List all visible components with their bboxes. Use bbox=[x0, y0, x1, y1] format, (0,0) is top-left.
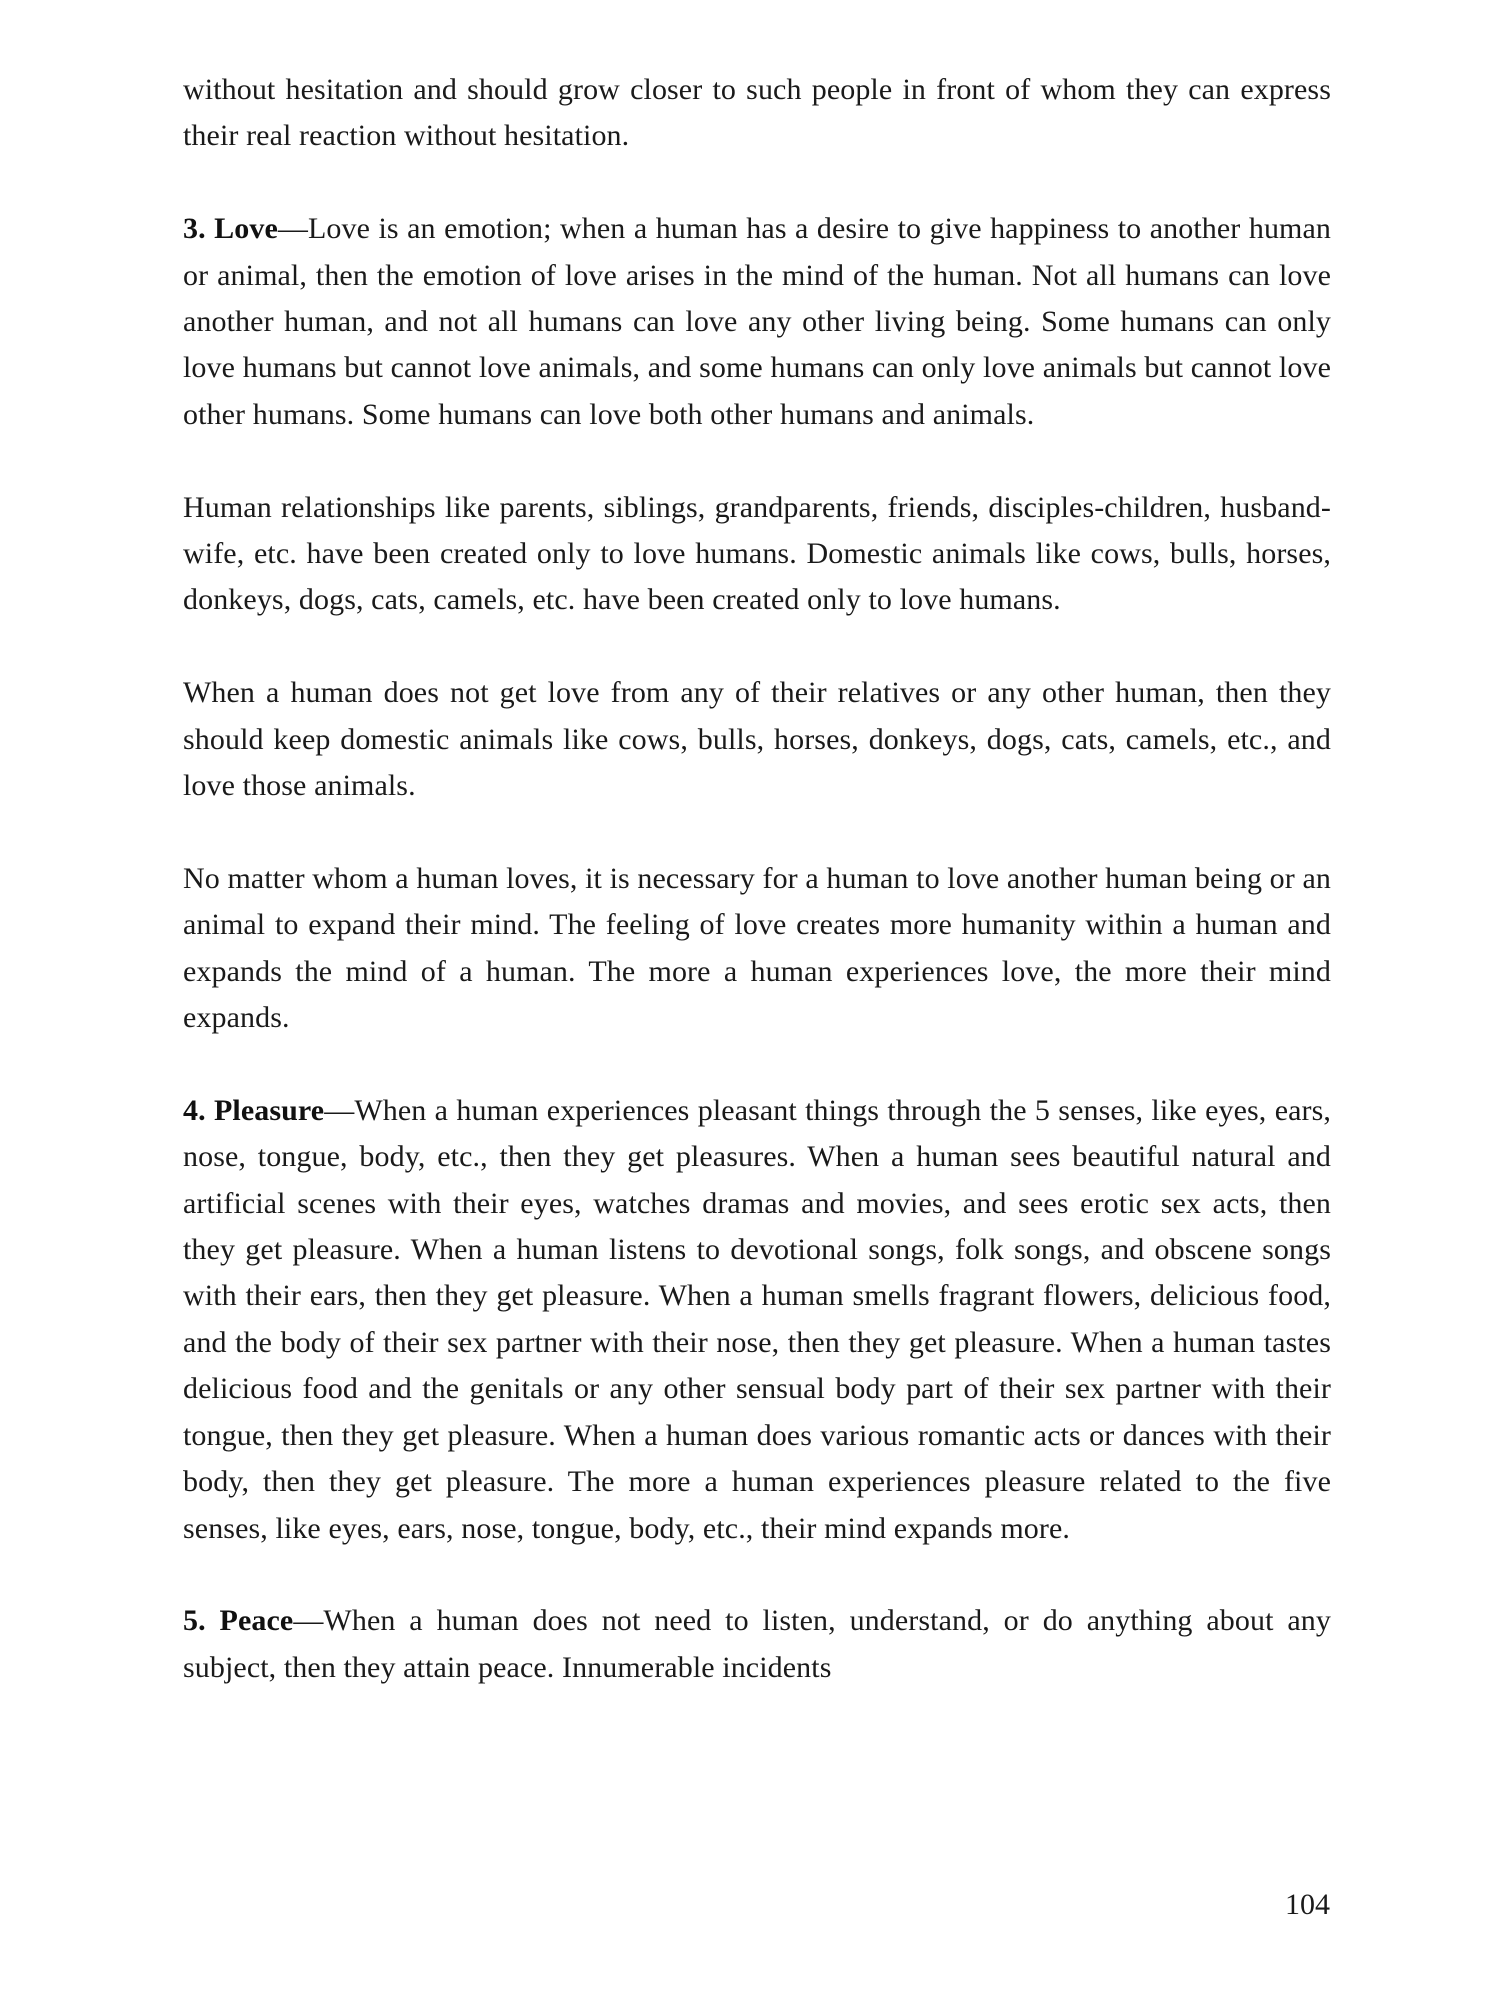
section-heading-pleasure: 4. Pleasure bbox=[183, 1093, 325, 1127]
paragraph-peace bbox=[183, 1598, 1331, 1691]
paragraph-domestic-animals bbox=[183, 670, 1331, 809]
page-body bbox=[183, 67, 1331, 1691]
paragraph-pleasure bbox=[183, 1088, 1331, 1552]
paragraph-text: —When a human does not need to listen, understand, or do anything about any subject, then they attain peace. Innumerable incidents bbox=[183, 1604, 1331, 1684]
page-number: 104 bbox=[1285, 1888, 1330, 1921]
paragraph-text: —When a human experiences pleasant things through the 5 senses, like eyes, ears, nose, tongue, body, etc., then they get pleasures. When a human sees beautiful natural and artificial scenes with their eyes, watches dramas and movies, and sees erotic sex acts, then they get pleasure. When a human listens to devotional songs, folk songs, and obscene songs with their ears, then they get pleasure. When a human smells fragrant flowers, delicious food, and the body of their sex partner with their nose, then they get pleasure. When a human tastes delicious food and the genitals or any other sensual body part of their sex partner with their tongue, then they get pleasure. When a human does various romantic acts or dances with their body, then they get pleasure. The more a human experiences pleasure related to the five senses, like eyes, ears, nose, tongue, body, etc., their mind expands more. bbox=[183, 1093, 1331, 1545]
section-heading-peace: 5. Peace bbox=[183, 1604, 294, 1638]
paragraph-relationships bbox=[183, 485, 1331, 624]
paragraph-text: When a human does not get love from any of their relatives or any other human, then they should keep domestic animals like cows, bulls, horses, donkeys, dogs, cats, camels, etc., and love those animals. bbox=[183, 676, 1331, 803]
paragraph-continuation bbox=[183, 67, 1331, 160]
paragraph-text: without hesitation and should grow closer to such people in front of whom they can express their real reaction without hesitation. bbox=[183, 73, 1331, 153]
paragraph-love bbox=[183, 206, 1331, 438]
paragraph-expand-mind bbox=[183, 856, 1331, 1042]
section-heading-love: 3. Love bbox=[183, 212, 278, 246]
paragraph-text: Human relationships like parents, siblings, grandparents, friends, disciples-children, husband-wife, etc. have been created only to love humans. Domestic animals like cows, bulls, horses, donkeys, dogs, cats, camels, etc. have been created only to love humans. bbox=[183, 490, 1331, 617]
paragraph-text: No matter whom a human loves, it is necessary for a human to love another human being or an animal to expand their mind. The feeling of love creates more humanity within a human and expands the mind of a human. The more a human experiences love, the more their mind expands. bbox=[183, 861, 1331, 1035]
paragraph-text: —Love is an emotion; when a human has a desire to give happiness to another human or animal, then the emotion of love arises in the mind of the human. Not all humans can love another human, and not all humans can love any other living being. Some humans can only love humans but cannot love animals, and some humans can only love animals but cannot love other humans. Some humans can love both other humans and animals. bbox=[183, 212, 1331, 431]
